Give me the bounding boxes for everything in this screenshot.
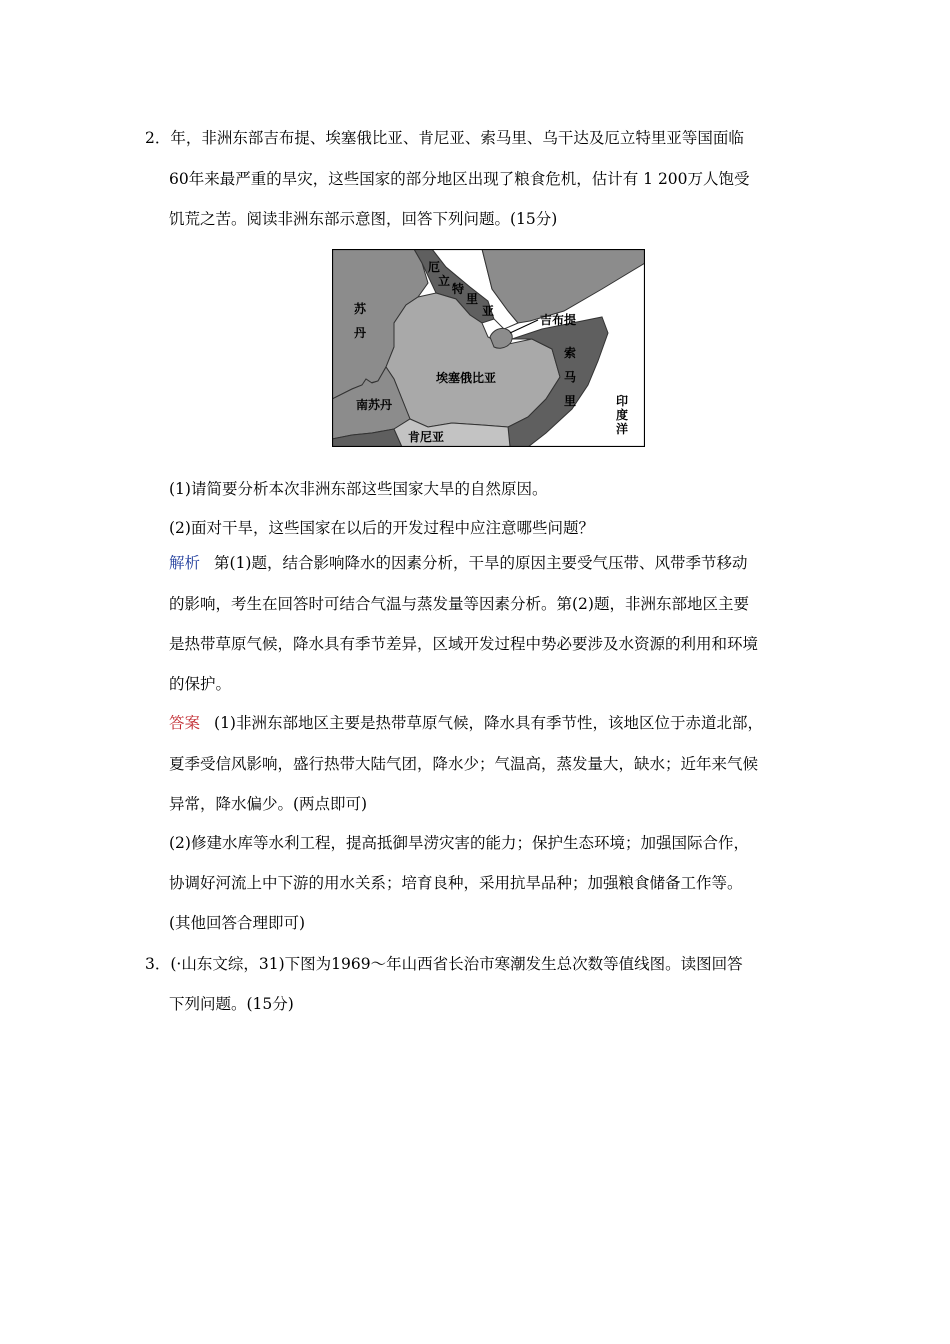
question-2-number: 2． <box>145 129 171 147</box>
analysis-line-2: 的影响，考生在回答时可结合气温与蒸发量等因素分析。第(2)题，非洲东部地区主要 <box>169 595 749 613</box>
answer-line-3: 异常，降水偏少。(两点即可) <box>169 795 368 813</box>
label-somalia-1: 索 <box>564 346 577 360</box>
question-3-text: (·山东文综，31)下图为1969～年山西省长治市寒潮发生总次数等值线图。读图回答 <box>170 955 743 973</box>
label-eritrea-2: 立 <box>438 274 451 288</box>
question-3-line-2: 下列问题。(15分) <box>169 995 294 1013</box>
east-africa-map <box>332 249 645 447</box>
answer-line-5: 协调好河流上中下游的用水关系；培育良种，采用抗旱品种；加强粮食储备工作等。 <box>169 874 743 892</box>
label-eritrea-5: 亚 <box>482 304 495 318</box>
label-sudan-1: 苏 <box>354 302 367 316</box>
label-sudan-2: 丹 <box>354 326 367 340</box>
label-kenya: 肯尼亚 <box>408 430 445 444</box>
label-indian-ocean-1: 印 <box>616 394 629 408</box>
region-djibouti <box>490 328 512 348</box>
question-3-number: 3． <box>145 955 171 973</box>
label-indian-ocean-3: 洋 <box>616 422 629 436</box>
analysis-line-1 <box>169 553 747 573</box>
east-africa-map-svg <box>332 249 645 447</box>
label-eritrea-3: 特 <box>452 282 465 296</box>
answer-line-4: (2)修建水库等水利工程，提高抵御旱涝灾害的能力；保护生态环境；加强国际合作， <box>169 834 749 852</box>
answer-tag: 答案 <box>169 714 201 732</box>
label-eritrea-1: 厄 <box>428 260 441 274</box>
label-ethiopia: 埃塞俄比亚 <box>436 371 497 385</box>
sub-question-2: (2)面对干旱，这些国家在以后的开发过程中应注意哪些问题？ <box>169 519 594 537</box>
label-djibouti: 吉布提 <box>540 313 577 327</box>
label-somalia-3: 里 <box>564 394 577 408</box>
label-eritrea-4: 里 <box>466 292 479 306</box>
answer-line-1 <box>169 713 763 733</box>
question-2-line-3: 饥荒之苦。阅读非洲东部示意图，回答下列问题。(15分) <box>169 210 558 228</box>
question-2-line-1 <box>145 128 744 148</box>
analysis-tag: 解析 <box>169 554 201 572</box>
answer-line-6: (其他回答合理即可) <box>169 914 306 932</box>
analysis-line-4: 的保护。 <box>169 675 232 693</box>
answer-line-2: 夏季受信风影响，盛行热带大陆气团，降水少；气温高，蒸发量大，缺水；近年来气候 <box>169 755 759 773</box>
question-2-line-2: 60年来最严重的旱灾，这些国家的部分地区出现了粮食危机，估计有 1 200万人饱受 <box>169 170 750 188</box>
analysis-line-3: 是热带草原气候，降水具有季节差异，区域开发过程中势必要涉及水资源的利用和环境 <box>169 635 759 653</box>
question-3-line-1 <box>145 954 743 974</box>
analysis-text: 第(1)题，结合影响降水的因素分析，干旱的原因主要受气压带、风带季节移动 <box>214 554 748 572</box>
label-south-sudan: 南苏丹 <box>356 398 393 412</box>
label-indian-ocean-2: 度 <box>616 408 629 422</box>
sub-question-1: (1)请简要分析本次非洲东部这些国家大旱的自然原因。 <box>169 480 548 498</box>
label-somalia-2: 马 <box>564 370 577 384</box>
answer-text: (1)非洲东部地区主要是热带草原气候，降水具有季节性，该地区位于赤道北部， <box>214 714 763 732</box>
question-2-text: 年，非洲东部吉布提、埃塞俄比亚、肯尼亚、索马里、乌干达及厄立特里亚等国面临 <box>170 129 744 147</box>
